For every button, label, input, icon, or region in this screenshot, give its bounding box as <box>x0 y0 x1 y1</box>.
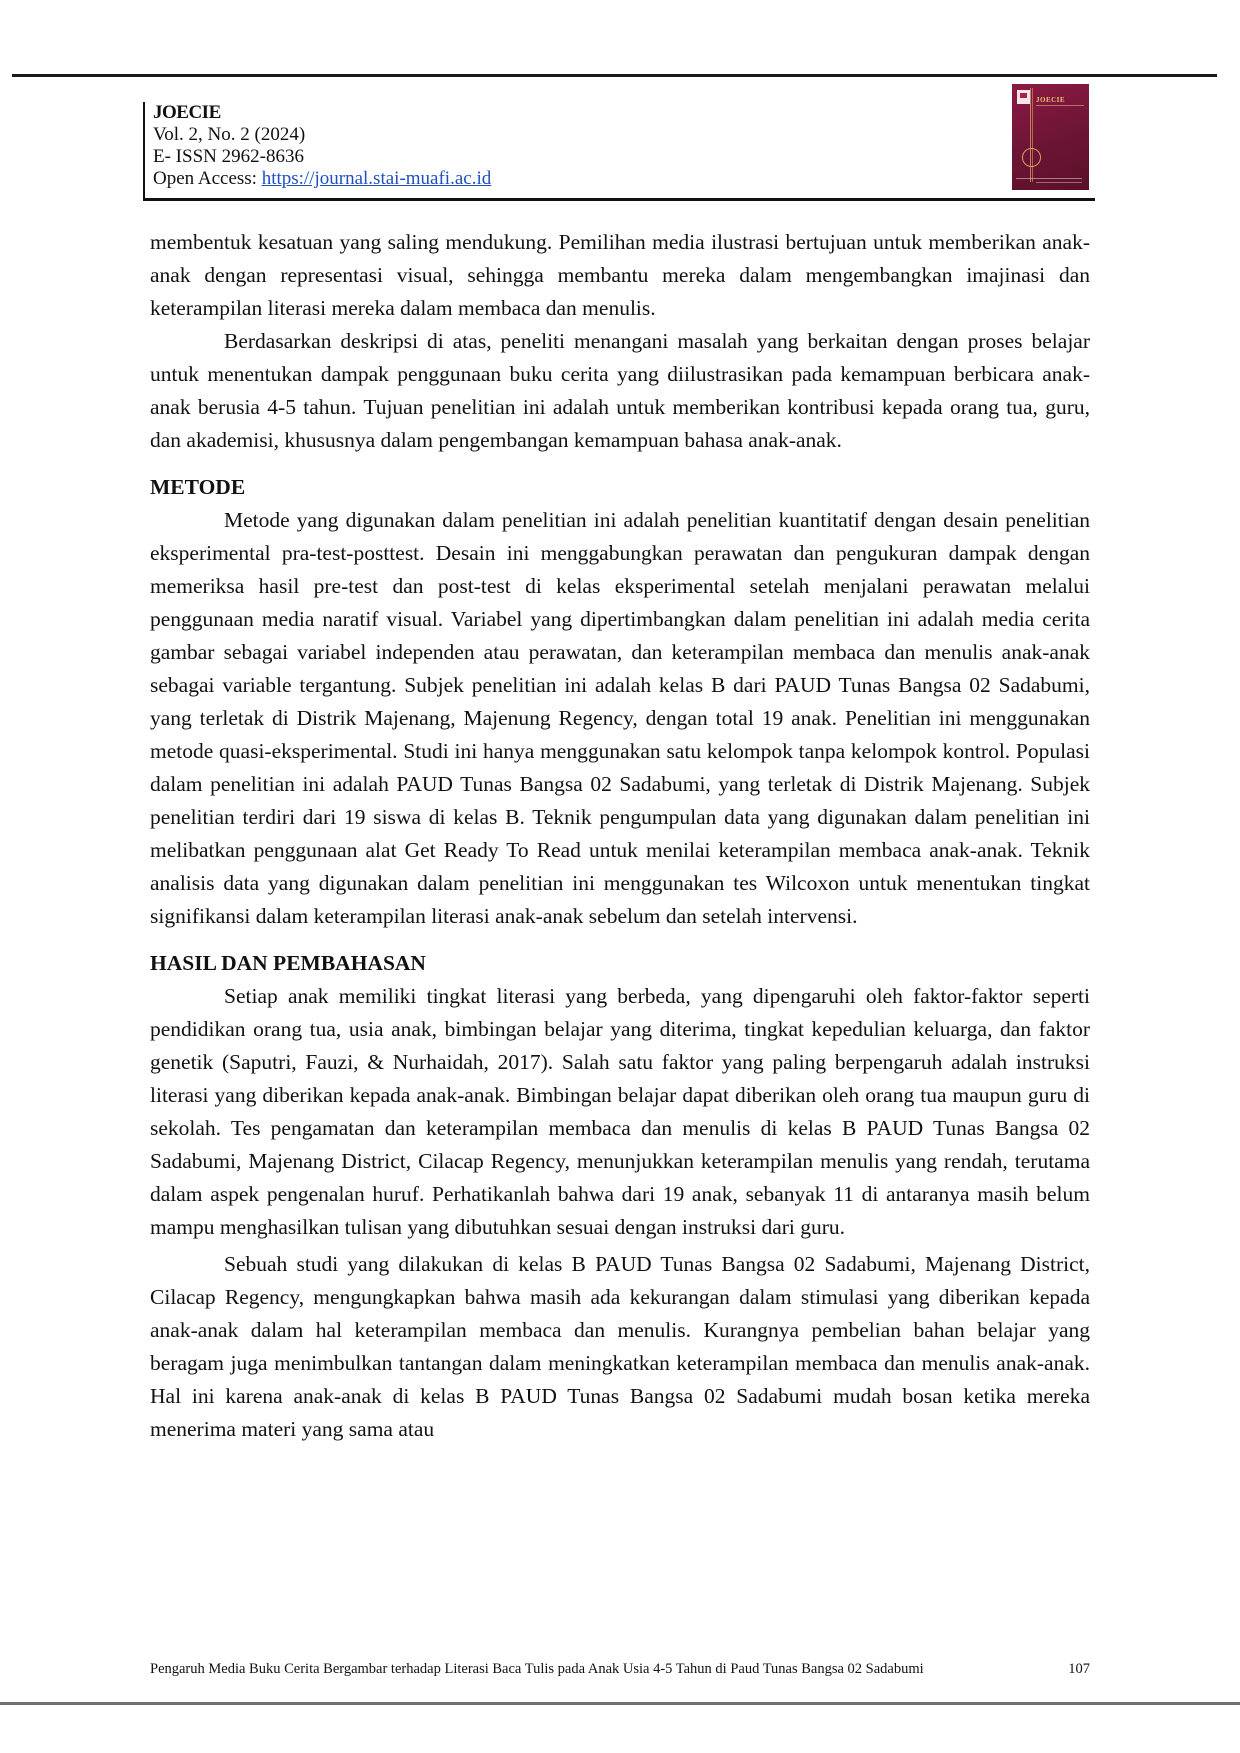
header-top-rule <box>12 74 1217 77</box>
open-access-line <box>153 168 491 190</box>
section-heading-metode: METODE <box>150 475 246 499</box>
paragraph: Sebuah studi yang dilakukan di kelas B PAUD Tunas Bangsa 02 Sadabumi, Majenang District, Cilacap Regency, mengungkapkan bahwa masih ada kekurangan dalam stimulasi yang diberikan kepada anak-anak dalam hal keterampilan membaca dan menulis. Kurangnya pembelian bahan belajar yang beragam juga menimbulkan tantangan dalam meningkatkan keterampilan membaca dan menulis anak-anak. Hal ini karena anak-anak di kelas B PAUD Tunas Bangsa 02 Sadabumi mudah bosan ketika mereka menerima materi yang sama atau <box>150 1252 1090 1441</box>
paragraph: membentuk kesatuan yang saling mendukung. Pemilihan media ilustrasi bertujuan untuk memberikan anak-anak dengan representasi visual, sehingga membantu mereka dalam mengembangkan imajinasi dan keterampilan literasi mereka dalam membaca dan menulis. <box>150 230 1090 320</box>
article-body <box>150 226 1090 1446</box>
paragraph: Berdasarkan deskripsi di atas, peneliti menangani masalah yang berkaitan dengan proses belajar untuk menentukan dampak penggunaan buku cerita yang diilustrasikan pada kemampuan berbicara anak-anak berusia 4-5 tahun. Tujuan penelitian ini adalah untuk memberikan kontribusi kepada orang tua, guru, dan akademisi, khususnya dalam pengembangan kemampuan bahasa anak-anak. <box>150 329 1090 452</box>
page-footer <box>150 1660 1090 1678</box>
journal-name: JOECIE <box>153 102 221 123</box>
paragraph: Metode yang digunakan dalam penelitian ini adalah penelitian kuantitatif dengan desain penelitian eksperimental pra-test-posttest. Desain ini menggabungkan perawatan dan pengukuran dampak dengan memeriksa hasil pre-test dan post-test di kelas eksperimental setelah menjalani perawatan melalui penggunaan media naratif visual. Variabel yang dipertimbangkan dalam penelitian ini adalah media cerita gambar sebagai variabel independen atau perawatan, dan keterampilan membaca dan menulis anak-anak sebagai variable tergantung. Subjek penelitian ini adalah kelas B dari PAUD Tunas Bangsa 02 Sadabumi, yang terletak di Distrik Majenang, Majenung Regency, dengan total 19 anak. Penelitian ini menggunakan metode quasi-eksperimental. Studi ini hanya menggunakan satu kelompok tanpa kelompok kontrol. Populasi dalam penelitian ini adalah PAUD Tunas Bangsa 02 Sadabumi, yang terletak di Distrik Majenang. Subjek penelitian terdiri dari 19 siswa di kelas B. Teknik pengumpulan data yang digunakan dalam penelitian ini melibatkan penggunaan alat Get Ready To Read untuk menilai keterampilan membaca anak-anak. Teknik analisis data yang digunakan dalam penelitian ini menggunakan tes Wilcoxon untuk menentukan tingkat signifikansi dalam keterampilan literasi anak-anak sebelum dan setelah intervensi. <box>150 508 1090 928</box>
publisher-logo-icon <box>1017 90 1030 104</box>
journal-issn: E- ISSN 2962-8636 <box>153 146 304 167</box>
cover-title: JOECIE <box>1036 96 1066 104</box>
cover-decoration <box>1032 88 1033 182</box>
cover-decoration <box>1036 105 1084 106</box>
cover-decoration <box>1016 178 1082 179</box>
cover-emblem-icon <box>1022 148 1041 167</box>
journal-url-link[interactable]: https://journal.stai-muafi.ac.id <box>261 168 492 189</box>
journal-cover-icon <box>1012 84 1089 190</box>
journal-header <box>143 102 1095 201</box>
journal-info <box>153 102 491 190</box>
journal-volume: Vol. 2, No. 2 (2024) <box>153 124 306 145</box>
open-access-label: Open Access: <box>153 168 262 189</box>
section-heading-hasil: HASIL DAN PEMBAHASAN <box>150 951 426 975</box>
cover-decoration <box>1030 88 1031 182</box>
page-number: 107 <box>1068 1661 1090 1677</box>
running-title: Pengaruh Media Buku Cerita Bergambar terhadap Literasi Baca Tulis pada Anak Usia 4-5 Tahun di Paud Tunas Bangsa 02 Sadabumi <box>150 1661 924 1677</box>
footer-rule <box>0 1702 1240 1705</box>
cover-decoration <box>1036 182 1082 183</box>
paragraph: Setiap anak memiliki tingkat literasi yang berbeda, yang dipengaruhi oleh faktor-faktor seperti pendidikan orang tua, usia anak, bimbingan belajar yang diterima, tingkat kepedulian keluarga, dan faktor genetik (Saputri, Fauzi, & Nurhaidah, 2017). Salah satu faktor yang paling berpengaruh adalah instruksi literasi yang diberikan kepada anak-anak. Bimbingan belajar dapat diberikan oleh orang tua maupun guru di sekolah. Tes pengamatan dan keterampilan membaca dan menulis di kelas B PAUD Tunas Bangsa 02 Sadabumi, Majenang District, Cilacap Regency, menunjukkan keterampilan menulis yang rendah, terutama dalam aspek pengenalan huruf. Perhatikanlah bahwa dari 19 anak, sebanyak 11 di antaranya masih belum mampu menghasilkan tulisan yang dibutuhkan sesuai dengan instruksi dari guru. <box>150 984 1090 1239</box>
